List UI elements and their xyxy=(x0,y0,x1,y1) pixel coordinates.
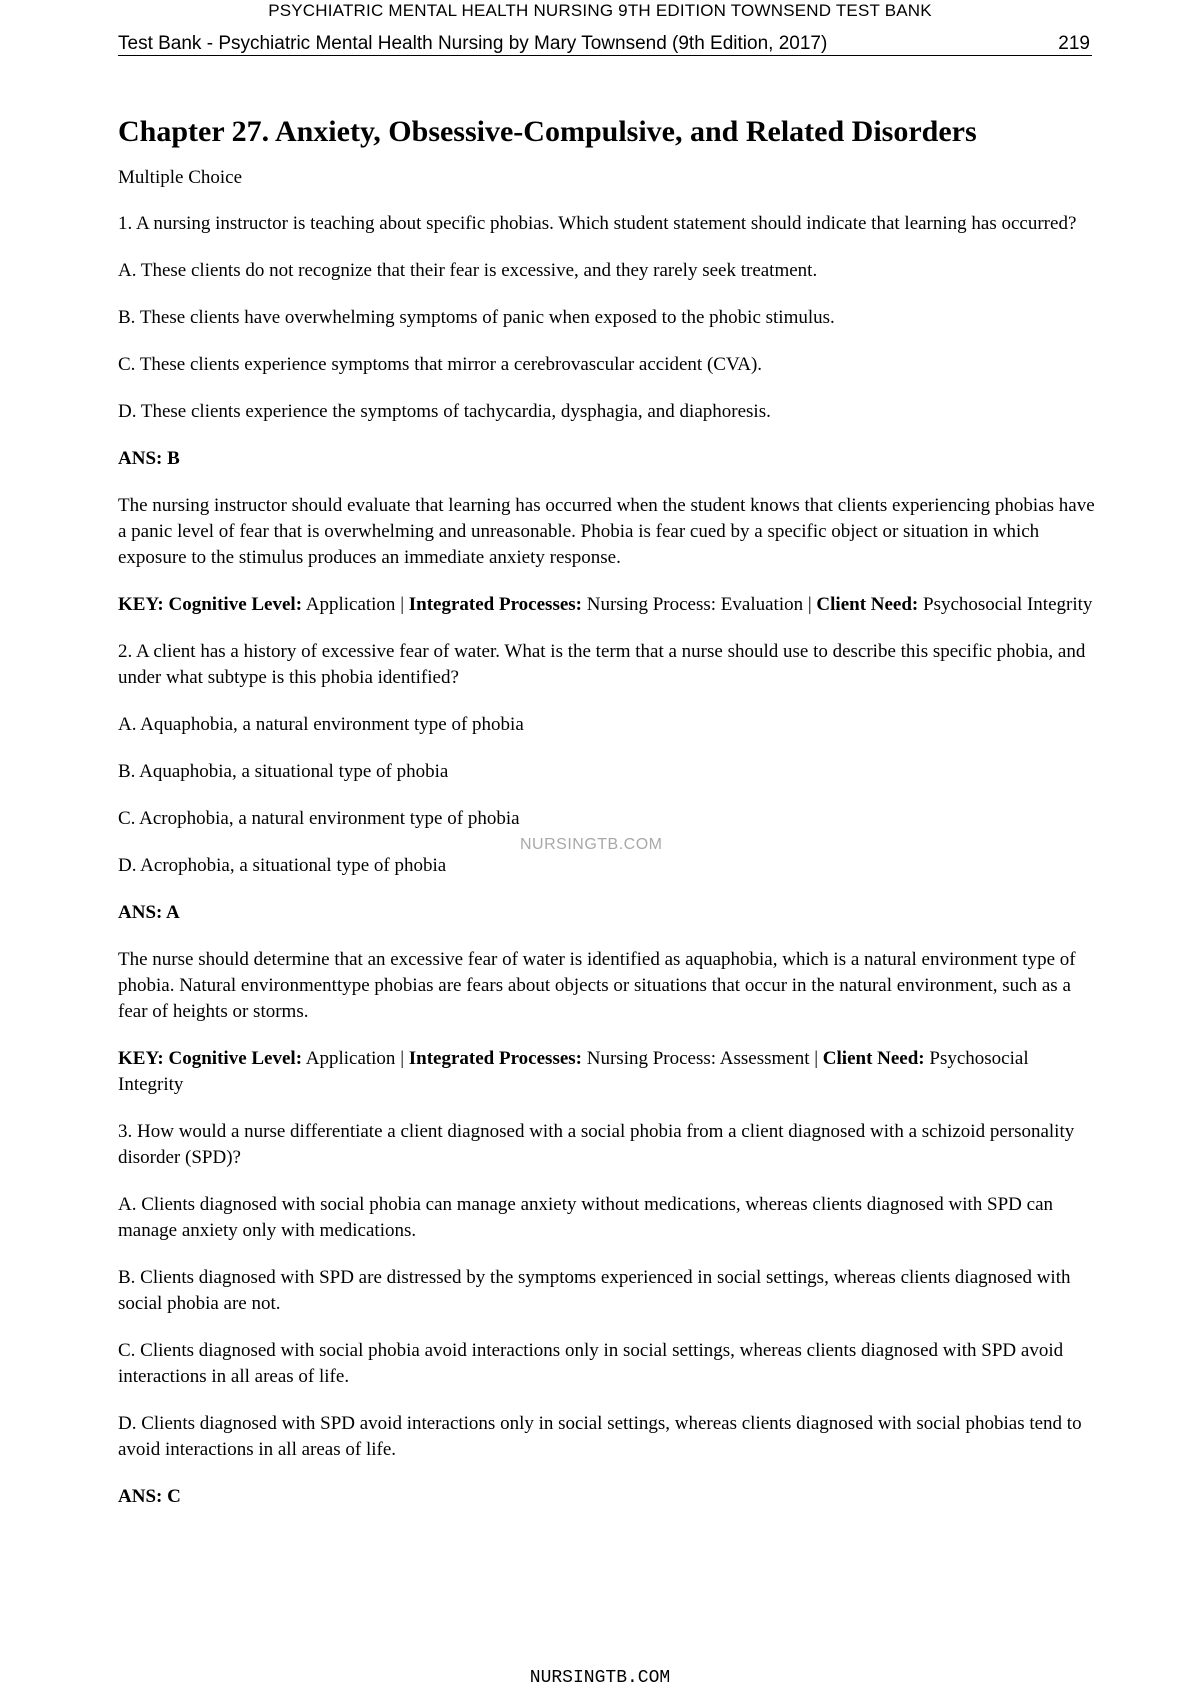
need-label: Client Need: xyxy=(816,594,919,615)
need-value: Psychosocial Integrity xyxy=(118,1048,1029,1095)
key-line xyxy=(118,592,1096,618)
page-header xyxy=(118,33,1092,56)
key-separator: | xyxy=(809,1048,823,1069)
answer-option: C. Acrophobia, a natural environment type of phobia xyxy=(118,808,520,829)
need-label: Client Need: xyxy=(822,1048,925,1069)
page-number: 219 xyxy=(1058,33,1090,54)
answer-option: A. Clients diagnosed with social phobia can manage anxiety without medications, whereas clients diagnosed with SPD can manage anxiety only with medications. xyxy=(118,1194,1054,1241)
answer-option: A. Aquaphobia, a natural environment type of phobia xyxy=(118,714,524,735)
answer-option: D. These clients experience the symptoms of tachycardia, dysphagia, and diaphoresis. xyxy=(118,401,771,422)
answer-option: C. Clients diagnosed with social phobia avoid interactions only in social settings, whereas clients diagnosed with SPD avoid interactions in all areas of life. xyxy=(118,1340,1064,1387)
question-3 xyxy=(118,1119,1096,1510)
answer-option: D. Acrophobia, a situational type of phobia xyxy=(118,855,447,876)
key-label: KEY: xyxy=(118,1048,164,1069)
processes-value: Nursing Process: Assessment xyxy=(586,1048,810,1069)
header-title: Test Bank - Psychiatric Mental Health Nursing by Mary Townsend (9th Edition, 2017) xyxy=(118,33,828,54)
need-value: Psychosocial Integrity xyxy=(923,594,1093,615)
processes-label: Integrated Processes: xyxy=(408,594,582,615)
processes-value: Nursing Process: Evaluation xyxy=(586,594,804,615)
rationale: The nurse should determine that an excessive fear of water is identified as aquaphobia, which is a natural environment type of phobia. Natural environmenttype phobias are fears about objects or situations that occur in the natural environment, such as a fear of heights or storms. xyxy=(118,949,1076,1022)
correct-answer: ANS: C xyxy=(118,1486,181,1507)
processes-label: Integrated Processes: xyxy=(408,1048,582,1069)
question-stem: 1. A nursing instructor is teaching about specific phobias. Which student statement should indicate that learning has occurred? xyxy=(118,213,1077,234)
footer-watermark: NURSINGTB.COM xyxy=(529,1668,671,1688)
question-2 xyxy=(118,639,1096,1098)
page-body xyxy=(118,112,1096,1531)
cognitive-label: Cognitive Level: xyxy=(168,1048,303,1069)
answer-option: A. These clients do not recognize that their fear is excessive, and they rarely seek treatment. xyxy=(118,260,818,281)
question-1 xyxy=(118,211,1096,618)
answer-option: B. Clients diagnosed with SPD are distressed by the symptoms experienced in social settings, whereas clients diagnosed with social phobia are not. xyxy=(118,1267,1071,1314)
key-separator: | xyxy=(395,594,409,615)
key-separator: | xyxy=(395,1048,409,1069)
rationale: The nursing instructor should evaluate that learning has occurred when the student knows that clients experiencing phobias have a panic level of fear that is overwhelming and unreasonable. Phobia is fear cued by a specific object or situation in which exposure to the stimulus produces an immediate anxiety response. xyxy=(118,495,1095,568)
key-line xyxy=(118,1046,1096,1098)
section-heading: Multiple Choice xyxy=(118,167,243,188)
key-separator: | xyxy=(803,594,817,615)
question-stem: 2. A client has a history of excessive fear of water. What is the term that a nurse should use to describe this specific phobia, and under what subtype is this phobia identified? xyxy=(118,641,1086,688)
answer-option: D. Clients diagnosed with SPD avoid interactions only in social settings, whereas clients diagnosed with social phobias tend to avoid interactions in all areas of life. xyxy=(118,1413,1082,1460)
watermark: NURSINGTB.COM xyxy=(520,836,663,853)
key-label: KEY: xyxy=(118,594,164,615)
answer-option: B. These clients have overwhelming symptoms of panic when exposed to the phobic stimulus. xyxy=(118,307,835,328)
chapter-title: Chapter 27. Anxiety, Obsessive-Compulsive, and Related Disorders xyxy=(118,115,977,148)
correct-answer: ANS: A xyxy=(118,902,180,923)
running-head: PSYCHIATRIC MENTAL HEALTH NURSING 9TH EDITION TOWNSEND TEST BANK xyxy=(268,1,932,20)
question-stem: 3. How would a nurse differentiate a client diagnosed with a social phobia from a client diagnosed with a schizoid personality disorder (SPD)? xyxy=(118,1121,1075,1168)
cognitive-value: Application xyxy=(305,1048,396,1069)
correct-answer: ANS: B xyxy=(118,448,180,469)
answer-option: C. These clients experience symptoms that mirror a cerebrovascular accident (CVA). xyxy=(118,354,763,375)
cognitive-label: Cognitive Level: xyxy=(168,594,303,615)
cognitive-value: Application xyxy=(305,594,396,615)
answer-option: B. Aquaphobia, a situational type of phobia xyxy=(118,761,449,782)
